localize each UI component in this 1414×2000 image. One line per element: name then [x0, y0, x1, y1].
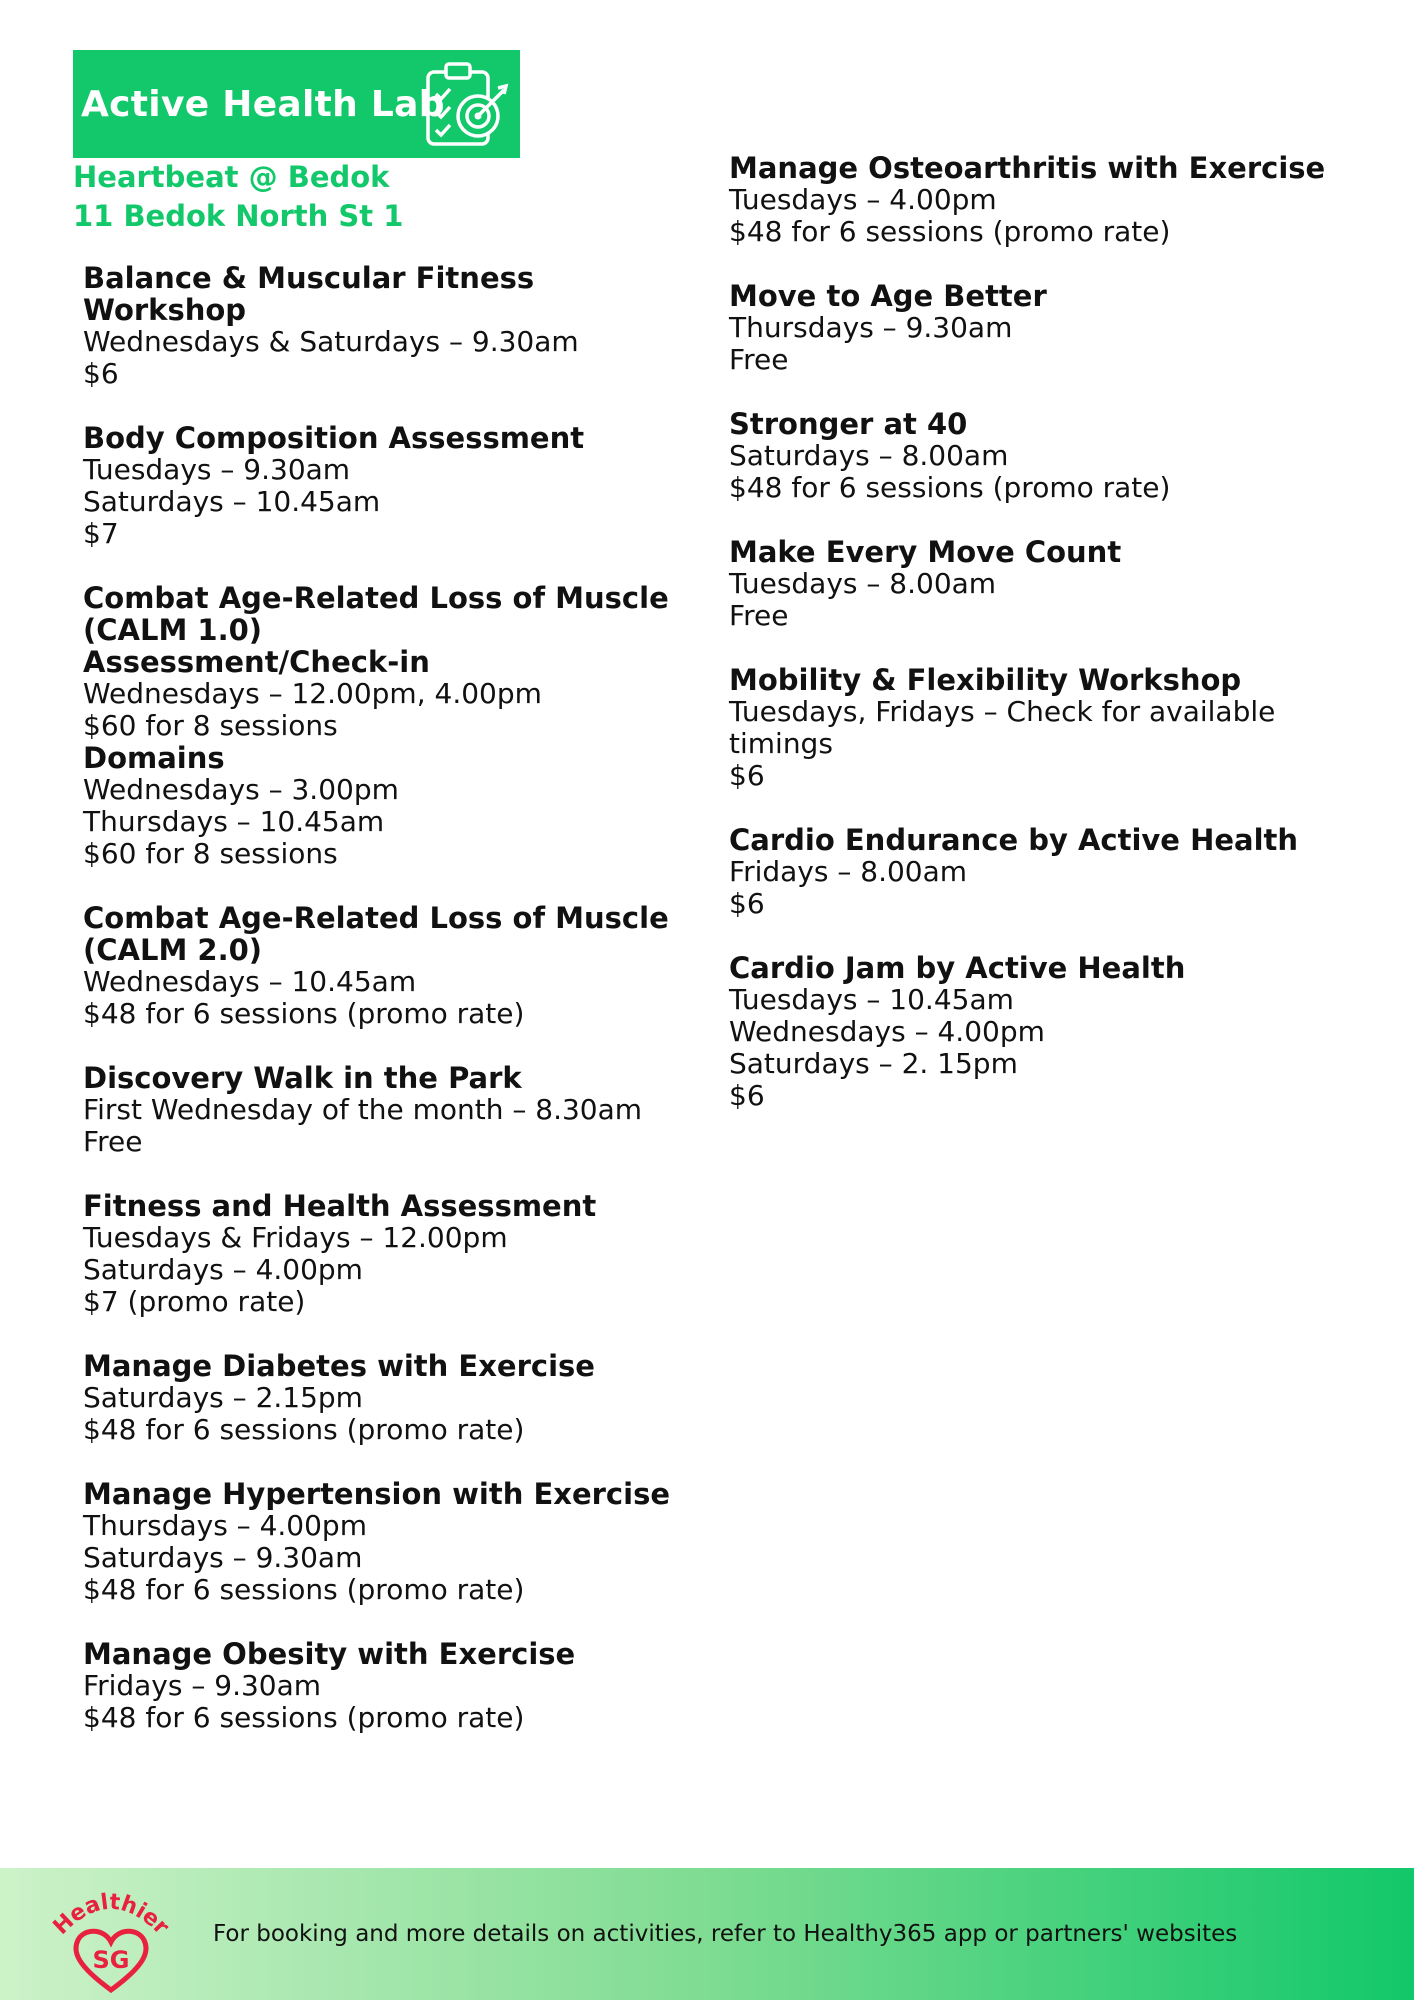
activity-list-right	[729, 152, 1369, 1144]
activity-detail: Thursdays – 10.45am	[83, 805, 385, 838]
activity-item	[729, 952, 1369, 1112]
activity-detail: Thursdays – 4.00pm	[83, 1509, 367, 1542]
activity-item	[83, 1190, 683, 1318]
activity-detail: Wednesdays & Saturdays – 9.30am	[83, 325, 579, 358]
activity-detail: $48 for 6 sessions (promo rate)	[83, 1701, 525, 1734]
activity-detail: Fridays – 8.00am	[729, 855, 968, 888]
activity-title: Manage Obesity with Exercise	[83, 1637, 576, 1671]
activity-detail: $48 for 6 sessions (promo rate)	[83, 1573, 525, 1606]
clipboard-target-icon	[422, 60, 510, 148]
activity-item	[83, 1350, 683, 1446]
activity-detail: Free	[729, 599, 789, 632]
activity-title: Manage Diabetes with Exercise	[83, 1349, 595, 1383]
activity-title: Balance & Muscular Fitness Workshop	[83, 261, 535, 327]
header-banner	[73, 50, 520, 158]
activity-title: Fitness and Health Assessment	[83, 1189, 597, 1223]
activity-title: Move to Age Better	[729, 279, 1047, 313]
activity-list-left	[83, 262, 683, 1766]
activity-detail: First Wednesday of the month – 8.30am	[83, 1093, 643, 1126]
activity-detail: $60 for 8 sessions	[83, 837, 338, 870]
page-title: Active Health Lab	[81, 83, 445, 125]
activity-item	[83, 1062, 683, 1158]
activity-item	[729, 152, 1369, 248]
activity-detail: $48 for 6 sessions (promo rate)	[729, 215, 1171, 248]
activity-detail: Saturdays – 9.30am	[83, 1541, 363, 1574]
activity-title: Manage Hypertension with Exercise	[83, 1477, 670, 1511]
activity-item	[729, 408, 1369, 504]
activity-title: Combat Age-Related Loss of Muscle (CALM 1.0)	[83, 581, 669, 647]
activity-detail: $7	[83, 517, 119, 550]
activity-item	[83, 1638, 683, 1734]
logo-text: Healthier	[48, 1889, 174, 1940]
activity-detail: Tuesdays – 8.00am	[729, 567, 997, 600]
activity-title: Combat Age-Related Loss of Muscle (CALM 2.0)	[83, 901, 669, 967]
activity-detail: Wednesdays – 4.00pm	[729, 1015, 1045, 1048]
venue-info	[73, 158, 403, 236]
activity-detail: $6	[729, 759, 765, 792]
activity-detail: Tuesdays – 4.00pm	[729, 183, 997, 216]
activity-detail: Tuesdays, Fridays – Check for available timings	[729, 695, 1276, 760]
activity-title: Cardio Jam by Active Health	[729, 951, 1186, 985]
activity-detail: Saturdays – 4.00pm	[83, 1253, 363, 1286]
activity-detail: Fridays – 9.30am	[83, 1669, 322, 1702]
activity-detail: $6	[83, 357, 119, 390]
activity-item	[729, 280, 1369, 376]
activity-detail: $48 for 6 sessions (promo rate)	[729, 471, 1171, 504]
venue-address: 11 Bedok North St 1	[73, 199, 404, 233]
activity-title: Stronger at 40	[729, 407, 968, 441]
activity-item	[83, 262, 683, 390]
activity-item	[83, 1478, 683, 1606]
svg-text:Healthier	[49, 1890, 174, 1940]
activity-item	[83, 422, 683, 550]
activity-detail: Wednesdays – 12.00pm, 4.00pm	[83, 677, 542, 710]
activity-item	[83, 902, 683, 1030]
activity-item	[729, 664, 1369, 792]
activity-title: Manage Osteoarthritis with Exercise	[729, 151, 1326, 185]
footer-banner	[0, 1868, 1414, 2000]
healthier-sg-logo-icon	[48, 1886, 174, 1994]
activity-detail: Free	[729, 343, 789, 376]
activity-detail: $6	[729, 887, 765, 920]
activity-detail: Wednesdays – 10.45am	[83, 965, 417, 998]
activity-detail: $48 for 6 sessions (promo rate)	[83, 997, 525, 1030]
activity-detail: $48 for 6 sessions (promo rate)	[83, 1413, 525, 1446]
activity-detail: Saturdays – 10.45am	[83, 485, 381, 518]
activity-detail: Tuesdays – 10.45am	[729, 983, 1014, 1016]
activity-title: Body Composition Assessment	[83, 421, 585, 455]
activity-detail: Free	[83, 1125, 143, 1158]
activity-detail: $60 for 8 sessions	[83, 709, 338, 742]
logo-badge: SG	[92, 1946, 130, 1974]
activity-title: Cardio Endurance by Active Health	[729, 823, 1299, 857]
activity-subtitle: Domains	[83, 741, 225, 775]
activity-detail: Saturdays – 2.15pm	[83, 1381, 363, 1414]
activity-item	[729, 824, 1369, 920]
activity-title: Make Every Move Count	[729, 535, 1122, 569]
footer-note: For booking and more details on activities, refer to Healthy365 app or partners' websites	[213, 1921, 1238, 1947]
activity-detail: Saturdays – 2. 15pm	[729, 1047, 1018, 1080]
activity-detail: Tuesdays & Fridays – 12.00pm	[83, 1221, 508, 1254]
activity-title: Mobility & Flexibility Workshop	[729, 663, 1242, 697]
activity-detail: Wednesdays – 3.00pm	[83, 773, 399, 806]
activity-item	[729, 536, 1369, 632]
venue-name: Heartbeat @ Bedok	[73, 160, 390, 194]
activity-title: Discovery Walk in the Park	[83, 1061, 522, 1095]
activity-detail: $7 (promo rate)	[83, 1285, 306, 1318]
activity-detail: $6	[729, 1079, 765, 1112]
activity-detail: Saturdays – 8.00am	[729, 439, 1009, 472]
activity-detail: Thursdays – 9.30am	[729, 311, 1013, 344]
activity-item	[83, 582, 683, 870]
activity-subtitle: Assessment/Check-in	[83, 645, 430, 679]
activity-detail: Tuesdays – 9.30am	[83, 453, 351, 486]
